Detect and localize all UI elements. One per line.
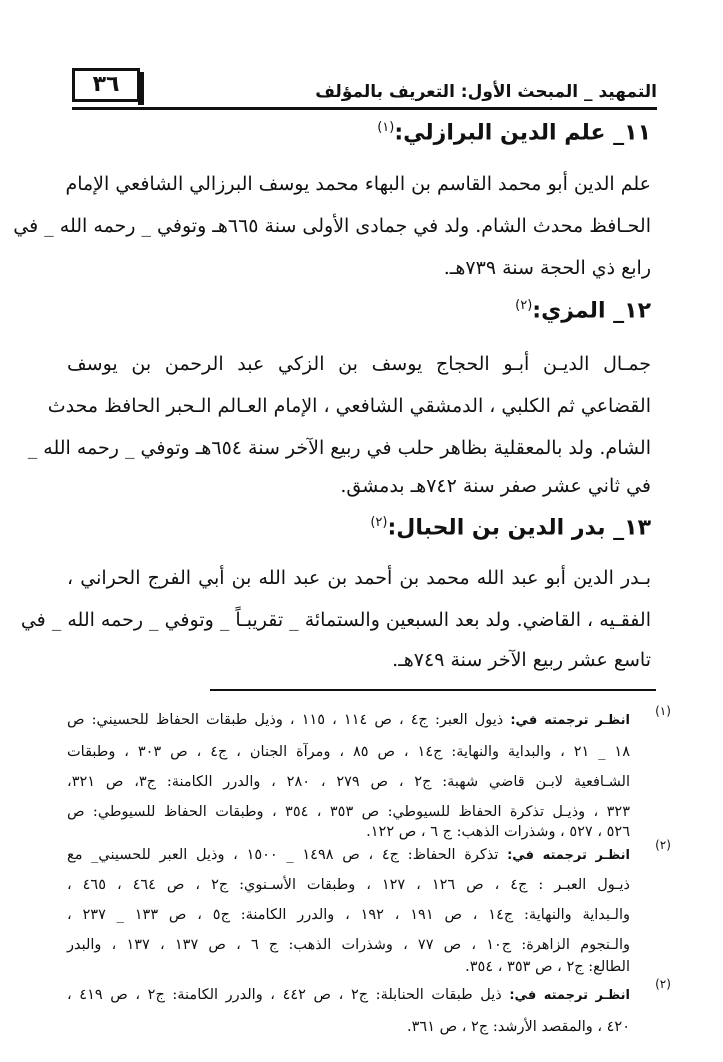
footnote-line: ٣٢٣ ، وذيـل تذكرة الحفاظ للسيوطي: ص ٣٥٣ ، ٣٥٤ ، وطبقات الحفاظ للسيوطي: ص: [67, 804, 631, 820]
entry-line: الشام. ولد بالمعقلية بظاهر حلب في ربيع الآخر سنة ٦٥٤هـ وتوفي _ رحمه الله _: [27, 437, 651, 459]
entry-line: في ثاني عشر صفر سنة ٧٤٢هـ بدمشق.: [340, 475, 651, 497]
entry-line: علم الدين أبو محمد القاسم بن البهاء محمد يوسف البرزالي الشافعي الإمام: [65, 173, 651, 195]
footnote-mark: (٢): [655, 977, 671, 991]
entry-line: القضاعي ثم الكلبي ، الدمشقي الشافعي ، الإمام العـالم الـحبر الحافظ محدث: [47, 395, 651, 417]
entry-line: تاسع عشر ربيع الآخر سنة ٧٤٩هـ.: [392, 649, 651, 671]
footnote-divider: [210, 689, 656, 691]
footnote-line: ٥٢٦ ، ٥٢٧ ، وشذرات الذهب: ج ٦ ، ص ١٢٢.: [366, 824, 630, 840]
running-header: [72, 60, 657, 110]
entry-heading: ١٢_ المزي:$^{(٢)}$: [515, 298, 651, 324]
entry-line: رابع ذي الحجة سنة ٧٣٩هـ.: [443, 257, 651, 279]
header-title: التمهيد _ المبحث الأول: التعريف بالمؤلف: [315, 82, 657, 102]
entry-line: جمـال الديـن أبـو الحجاج يوسف بن الزكي عبد الرحمن بن يوسف: [67, 353, 651, 375]
entry-line: بـدر الدين أبو عبد الله محمد بن أحمد بن عبد الله بن أبي الفرج الحراني ،: [67, 567, 651, 589]
entry-line: الحـافظ محدث الشام. ولد في جمادى الأولى سنة ٦٦٥هـ وتوفي _ رحمه الله _ في: [13, 215, 651, 237]
footnote-mark: (١): [655, 704, 671, 718]
footnote-line: ١٨ _ ٢١ ، والبداية والنهاية: ج١٤ ، ص ٨٥ ، ومرآة الجنان ، ج٤ ، ص ٣٠٣ ، وطبقات: [67, 744, 630, 760]
entry-heading: ١١_ علم الدين البرازلي:$^{(١)}$: [377, 120, 651, 146]
entry-heading: ١٣_ بدر الدين بن الحبال:$^{(٢)}$: [370, 515, 651, 541]
footnote-line: انظـر ترجمته في: ذيل طبقات الحنابلة: ج٢ ، ص ٤٤٢ ، والدرر الكامنة: ج٢ ، ص ٤١٩ ،: [67, 987, 630, 1003]
footnote-mark: (٢): [655, 838, 671, 852]
entry-line: الفقـيه ، القاضي. ولد بعد السبعين والستمائة _ تقريبـاً _ وتوفي _ رحمه الله _ في: [20, 609, 651, 631]
footnote-line: ذيـول العبـر : ج٤ ، ص ١٢٦ ، ١٢٧ ، وطبقات الأسـنوي: ج٢ ، ص ٤٦٤ ، ٤٦٥ ،: [67, 877, 630, 893]
footnote-line: والـبداية والنهاية: ج١٤ ، ص ١٩١ ، ١٩٢ ، والدرر الكامنة: ج٥ ، ص ١٣٣ _ ٢٣٧ ،: [67, 907, 630, 923]
header-rule: [72, 107, 657, 110]
footnote-line: الشـافعية لابـن قاضي شهبة: ج٢ ، ص ٢٧٩ ، ٢٨٠ ، والدرر الكامنة: ج٣، ص ٣٢١،: [67, 774, 630, 790]
footnote-line: والـنجوم الزاهرة: ج١٠ ، ص ٧٧ ، وشذرات الذهب: ج ٦ ، ص ١٣٧ ، ١٣٧ ، والبدر: [67, 937, 630, 953]
page-number: ٣٦: [72, 68, 140, 102]
footnote-line: ٤٢٠ ، والمقصد الأرشد: ج٢ ، ص ٣٦١.: [407, 1019, 630, 1035]
footnote-line: انظـر ترجمته في: تذكرة الحفاظ: ج٤ ، ص ١٤٩٨ _ ١٥٠٠ ، وذيل العبر للحسيني_ مع: [67, 847, 630, 863]
footnote-line: انظـر ترجمته في: ذيول العبر: ج٤ ، ص ١١٤ ، ١١٥ ، وذيل طبقات الحفاظ للحسيني: ص: [67, 712, 630, 728]
footnote-line: الطالع: ج٢ ، ص ٣٥٣ ، ٣٥٤.: [465, 959, 630, 975]
